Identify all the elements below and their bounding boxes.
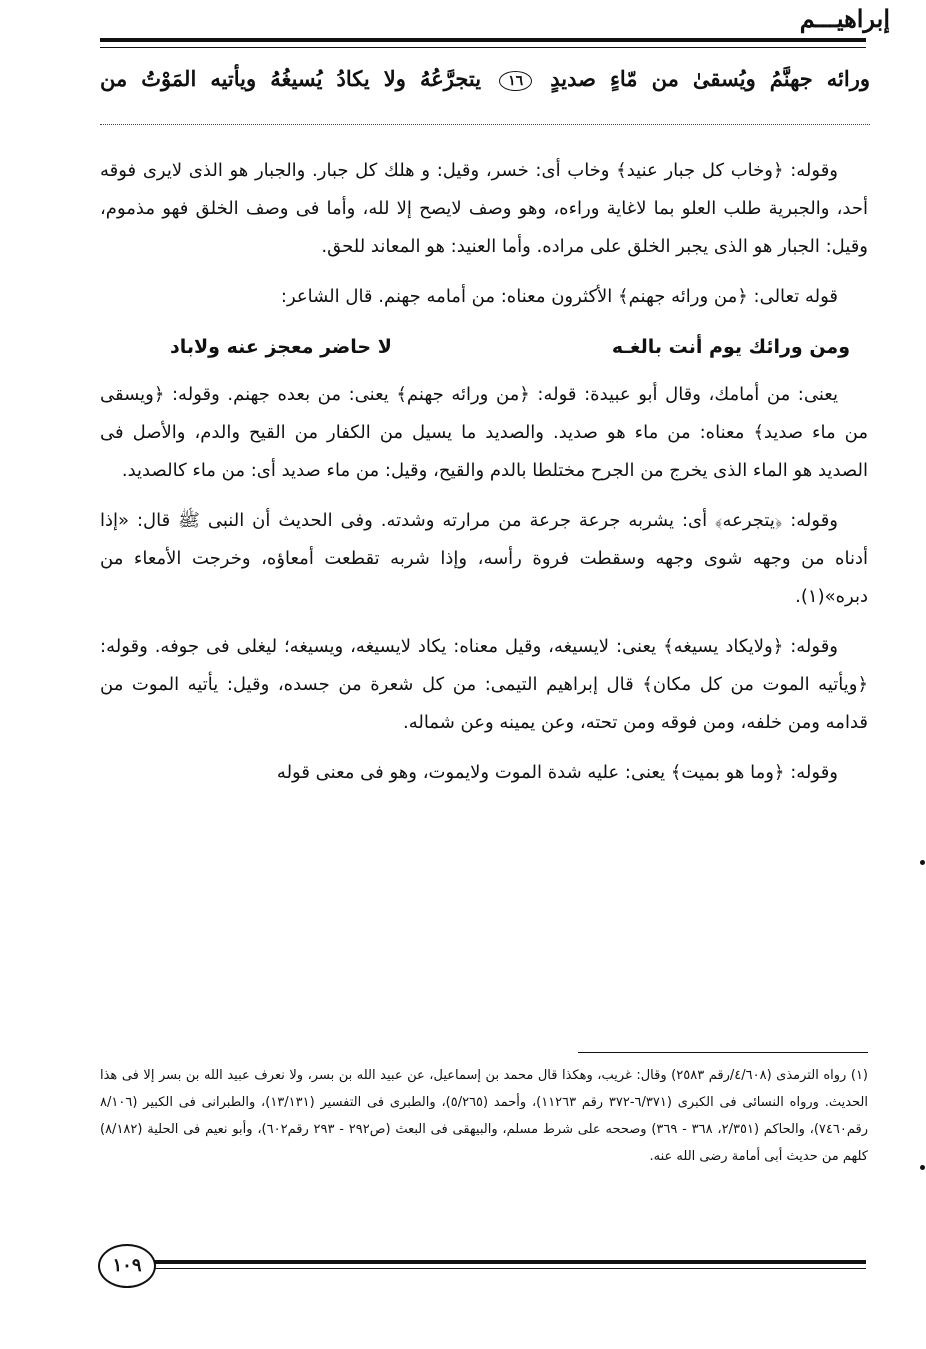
scan-speck (920, 1165, 925, 1170)
header-rule (100, 38, 866, 48)
paragraph-6: وقوله: ﴿وما هو بميت﴾ يعنى: عليه شدة الموت ولايموت، وهو فى معنى قوله (276, 762, 838, 783)
footnote-rule (578, 1052, 868, 1053)
paragraph-5: وقوله: ﴿ولايكاد يسيغه﴾ يعنى: لايسيغه، وقيل معناه: يكاد لايسيغه، ويسيغه؛ ليغلى فى جوفه. وقوله: ﴿ويأتيه الموت من كل مكان﴾ قال إبراهيم التيمى: من كل شعرة من جسده، وقيل: يأتيه الموت من قدامه ومن خلفه، ومن فوقه ومن تحته، وعن يمينه وعن شماله. (100, 636, 868, 733)
scan-speck (920, 860, 925, 865)
poem-verse (100, 328, 868, 366)
paragraph-2: قوله تعالى: ﴿من ورائه جهنم﴾ الأكثرون معناه: من أمامه جهنم. قال الشاعر: (280, 286, 838, 307)
paragraph-4: وقوله: ﴿يتجرعه﴾ أى: يشربه جرعة جرعة من مرارته وشدته. وفى الحديث أن النبى ﷺ قال: «إذا أدناه من وجهه شوى وجهه وسقطت فروة رأسه، وإذا شربه تقطعت أمعاؤه، وخرجت الأمعاء من دبره»(١). (100, 510, 868, 607)
page-number: ١٠٩ (98, 1244, 156, 1288)
paragraph-1: وقوله: ﴿وخاب كل جبار عنيد﴾ وخاب أى: خسر، وقيل: و هلك كل جبار. والجبار هو الذى لايرى فوقه أحد، والجبرية طلب العلو بما لاغاية وراءه، وهو وصف لايصح إلا لله، وأما فى وصف الخلق فهو مذموم، وقيل: الجبار هو الذى يجبر الخلق على مراده. وأما العنيد: هو المعاند للحق. (100, 160, 868, 257)
poem-hemistich-right: ومن ورائك يوم أنت بالغـه (611, 336, 850, 358)
verse-text-before: ورائه جهنَّمُ ويُسقىٰ من مّاءٍ صديدٍ (550, 66, 871, 91)
paragraph-3: يعنى: من أمامك، وقال أبو عبيدة: قوله: ﴿من ورائه جهنم﴾ يعنى: من بعده جهنم. وقوله: ﴿ويسقى من ماء صديد﴾ معناه: من ماء هو صديد. والصديد ما يسيل من الكفار من القيح والدم، والأصل فى الصديد هو الماء الذى يخرج من الجرح مختلطا بالدم والقيح، وقيل: من ماء صديد أى: من ماء كالصديد. (100, 384, 868, 481)
verse-number-mark: ١٦ (499, 71, 532, 91)
verse-text-after: يتجرَّعُهُ ولا يكادُ يُسيغُهُ ويأتيه المَوْتُ من (100, 66, 482, 91)
footer-rule-thin (150, 1268, 866, 1269)
poem-hemistich-left: لا حاضر معجز عنه ولاباد (170, 336, 392, 358)
quran-verse-line (100, 66, 870, 91)
commentary-body (100, 152, 868, 804)
footnote: (١) رواه الترمذى (٤/٦٠٨/رقم ٢٥٨٣) وقال: غريب، وهكذا قال محمد بن إسماعيل، عن عبيد الله بن بسر، ولا نعرف عبيد الله بن بسر إلا فى هذا الحديث. ورواه النسائى فى الكبرى (٦/٣٧١-٣٧٢ رقم ١١٢٦٣)، وأحمد (٥/٢٦٥)، والطبرى فى التفسير (١٣/١٣١)، والطبرانى فى الكبير (٨/١٠٦ رقم٧٤٦٠)، والحاكم (٢/٣٥١، ٣٦٨ - ٣٦٩) وصححه على شرط مسلم، والبيهقى فى البعث (ص٢٩٢ - ٢٩٣ رقم٦٠٢)، وأبو نعيم فى الحلية (٨/١٨٢) كلهم من حديث أبى أمامة رضى الله عنه. (100, 1068, 869, 1164)
running-head: إبراهيـــم (799, 4, 890, 33)
verse-separator (100, 124, 870, 125)
footer-rule-thick (150, 1260, 866, 1264)
